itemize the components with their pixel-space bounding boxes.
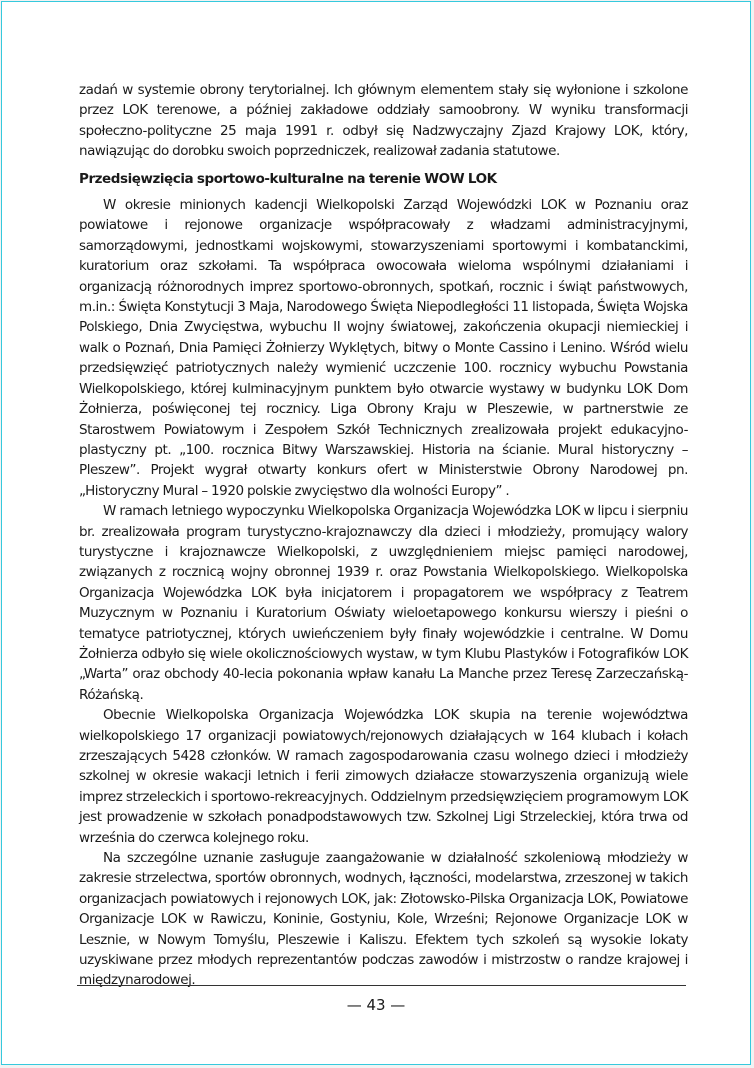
footer-rule [77,985,686,986]
intro-paragraph: zadań w systemie obrony terytorialnej. Ich głównym elementem stały się wyłonione i szkolone przez LOK terenowe, a później zakładowe oddziały samoobrony. W wyniku transformacji społeczno-polityczne 25 maja 1991 r. odbył się Nadzwyczajny Zjazd Krajowy LOK, który, nawiązując do dorobku swoich poprzedniczek, realizował zadania statutowe. [79,82,688,160]
page-number: — 43 — [346,996,406,1014]
paragraph-cooperation: W okresie minionych kadencji Wielkopolski Zarząd Wojewódzki LOK w Poznaniu oraz powiatowe i rejonowe organizacje współpracowały z władzami administracyjnymi, samorządowymi, jednostkami wojskowymi, stowarzyszeniami sportowymi i kombatanckimi, kuratorium oraz szkołami. Ta współpraca owocowała wieloma wspólnymi działaniami i organizacją różnorodnych imprez sportowo-obronnych, spotkań, rocznic i świąt państwowych, m.in.: Święta Konstytucji 3 Maja, Narodowego Święta Niepodległości 11 listopada, Święta Wojska Polskiego, Dnia Zwycięstwa, wybuchu II wojny światowej, zakończenia okupacji niemieckiej i walk o Poznań, Dnia Pamięci Żołnierzy Wyklętych, bitwy o Monte Cassino i Lenino. Wśród wielu przedsięwzięć patriotycznych należy wymienić uczczenie 100. rocznicy wybuchu Powstania Wielkopolskiego, której kulminacyjnym punktem było otwarcie wystawy w budynku LOK Dom Żołnierza, poświęconej tej rocznicy. Liga Obrony Kraju w Pleszewie, w partnerstwie ze Starostwem Powiatowym i Zespołem Szkół Technicznych zrealizowała projekt edukacyjno-plastyczny pt. „100. rocznica Bitwy Warszawskiej. Historia na ścianie. Mural historyczny – Pleszew”. Projekt wygrał otwarty konkurs ofert w Ministerstwie Obrony Narodowej pn. „Historyczny Mural – 1920 polskie zwycięstwo dla wolności Europy” . [79,197,688,499]
paragraph-youth-training: Na szczególne uznanie zasługuje zaangażowanie w działalność szkoleniową młodzieży w zakresie strzelectwa, sportów obronnych, wodnych, łączności, modelarstwa, zrzeszonej w takich organizacjach powiatowych i rejonowych LOK, jak: Złotowsko-Pilska Organizacja LOK, Powiatowe Organizacje LOK w Rawiczu, Koninie, Gostyniu, Kole, Wrześni; Rejonowe Organizacje LOK w Lesznie, w Nowym Tomyślu, Pleszewie i Kaliszu. Efektem tych szkoleń są wysokie lokaty uzyskiwane przez młodych reprezentantów podczas zawodów i mistrzostw o randze krajowej i międzynarodowej. [79,850,688,989]
paragraph-organization-stats: Obecnie Wielkopolska Organizacja Wojewódzka LOK skupia na terenie województwa wielkopolskiego 17 organizacji powiatowych/rejonowych działających w 164 klubach i kołach zrzeszających 5428 członków. W ramach zagospodarowania czasu wolnego dzieci i młodzieży szkolnej w okresie wakacji letnich i ferii zimowych działacze stowarzyszenia organizują wiele imprez strzeleckich i sportowo-rekreacyjnych. Oddzielnym przedsięwzięciem programowym LOK jest prowadzenie w szkołach ponadpodstawowych tzw. Szkolnej Ligi Strzeleckiej, która trwa od września do czerwca kolejnego roku. [79,707,688,846]
page-body [79,80,688,991]
paragraph-summer-program: W ramach letniego wypoczynku Wielkopolska Organizacja Wojewódzka LOK w lipcu i sierpniu br. zrealizowała program turystyczno-krajoznawczy dla dzieci i młodzieży, promujący walory turystyczne i krajoznawcze Wielkopolski, z uwzględnieniem miejsc pamięci narodowej, związanych z rocznicą wojny obronnej 1939 r. oraz Powstania Wielkopolskiego. Wielkopolska Organizacja Wojewódzka LOK była inicjatorem i propagatorem we współpracy z Teatrem Muzycznym w Poznaniu i Kuratorium Oświaty wieloetapowego konkursu wierszy i pieśni o tematyce patriotycznej, których uwieńczeniem były finały wojewódzkie i centralne. W Domu Żołnierza odbyło się wiele okolicznościowych wystaw, w tym Klubu Plastyków i Fotografików LOK „Warta” oraz obchody 40-lecia pokonania wpław kanału La Manche przez Teresę Zarzeczańską-Różańską. [79,503,688,703]
section-heading: Przedsięwzięcia sportowo-kulturalne na terenie WOW LOK [79,170,497,187]
document-page [1,1,751,1065]
